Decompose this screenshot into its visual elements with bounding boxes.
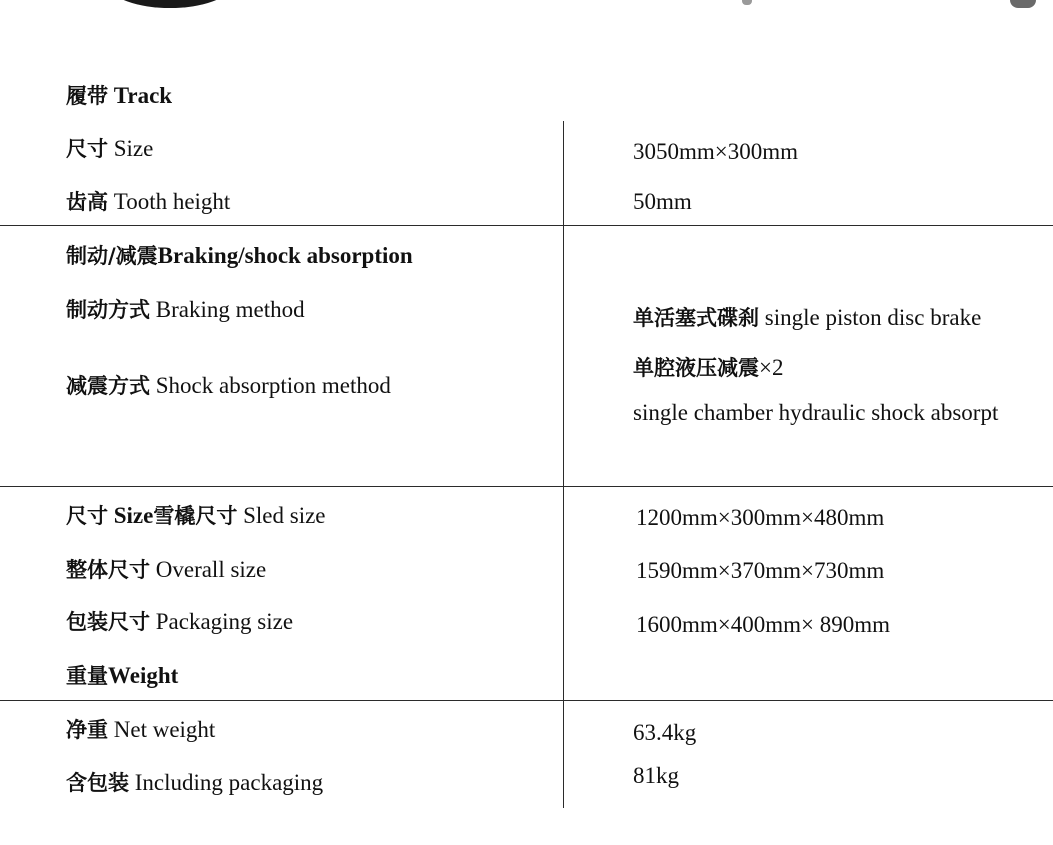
shock-method-label-en: Shock absorption method	[155, 373, 391, 398]
column-divider-4	[563, 701, 564, 808]
size-heading-cn: 尺寸	[66, 504, 108, 528]
row-divider-2	[0, 486, 1053, 487]
size-heading-en: Size	[113, 503, 154, 528]
weight-heading	[66, 662, 178, 690]
net-weight-value: 63.4kg	[633, 720, 697, 745]
braking-method-value-cn: 单活塞式碟刹	[633, 306, 759, 330]
sled-size-value: 1200mm×300mm×480mm	[636, 505, 885, 530]
weight-heading-en: Weight	[108, 663, 179, 688]
overall-size-label	[66, 556, 266, 584]
net-weight-label-en: Net weight	[113, 717, 216, 742]
column-divider-3	[563, 487, 564, 700]
net-weight-label	[66, 716, 215, 744]
braking-method-label-cn: 制动方式	[66, 298, 150, 322]
tooth-height-value: 50mm	[633, 189, 692, 214]
product-image-fragment	[110, 0, 230, 8]
overall-size-value: 1590mm×370mm×730mm	[636, 558, 885, 583]
braking-method-value	[633, 304, 981, 332]
shock-method-label	[66, 372, 391, 400]
row-divider-3	[0, 700, 1053, 701]
braking-method-label	[66, 296, 305, 324]
track-heading-en: Track	[113, 83, 173, 108]
row-divider-1	[0, 225, 1053, 226]
tooth-height-label	[66, 188, 230, 216]
packaging-size-label-en: Packaging size	[155, 609, 294, 634]
track-size-label-cn: 尺寸	[66, 137, 108, 161]
net-weight-label-cn: 净重	[66, 718, 108, 742]
braking-heading	[66, 242, 413, 270]
sled-size-label-en: Sled size	[243, 503, 326, 528]
track-heading-cn: 履带	[66, 84, 108, 108]
shock-method-value-count: ×2	[759, 355, 784, 380]
packaged-weight-label-en: Including packaging	[134, 770, 324, 795]
track-size-label	[66, 135, 153, 163]
track-heading	[66, 82, 172, 110]
column-divider-2	[563, 226, 564, 486]
packaging-size-value: 1600mm×400mm× 890mm	[636, 612, 891, 637]
column-divider-1	[563, 121, 564, 225]
braking-heading-cn: 制动/减震	[66, 244, 158, 268]
braking-heading-en: Braking/shock absorption	[157, 243, 413, 268]
weight-heading-cn: 重量	[66, 664, 108, 688]
shock-method-label-cn: 减震方式	[66, 374, 150, 398]
product-image-fragment-right	[1010, 0, 1036, 8]
sled-size-label	[66, 502, 326, 530]
shock-method-value-line1	[633, 354, 783, 382]
packaged-weight-value: 81kg	[633, 763, 679, 788]
packaged-weight-label-cn: 含包装	[66, 771, 129, 795]
sled-size-label-cn: 雪橇尺寸	[153, 504, 238, 528]
packaging-size-label	[66, 608, 293, 636]
overall-size-label-en: Overall size	[155, 557, 267, 582]
tooth-height-label-cn: 齿高	[66, 190, 108, 214]
packaged-weight-label	[66, 769, 323, 797]
product-image-fragment-small	[742, 0, 752, 5]
tooth-height-label-en: Tooth height	[113, 189, 231, 214]
shock-method-value-en: single chamber hydraulic shock absorpt	[633, 400, 999, 425]
shock-method-value-cn: 单腔液压减震	[633, 356, 759, 380]
track-size-label-en: Size	[113, 136, 154, 161]
braking-method-label-en: Braking method	[155, 297, 305, 322]
track-size-value: 3050mm×300mm	[633, 139, 799, 164]
braking-method-value-en: single piston disc brake	[764, 305, 982, 330]
packaging-size-label-cn: 包装尺寸	[66, 610, 150, 634]
overall-size-label-cn: 整体尺寸	[66, 558, 150, 582]
